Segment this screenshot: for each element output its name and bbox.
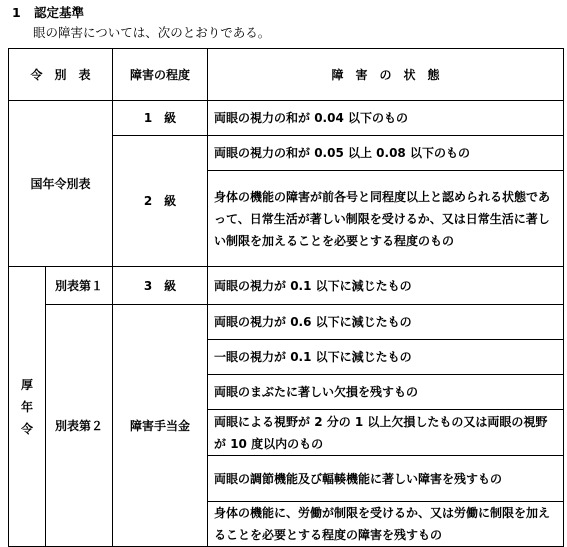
grade-cell: 1 級: [113, 101, 208, 136]
welfare-label: [9, 267, 46, 547]
condition-cell: 身体の機能の障害が前各号と同程度以上と認められる状態であって、日常生活が著しい制限を受けるか、又は日常生活に著しい制限を加えることを必要とする程度のもの: [208, 171, 564, 267]
grade-cell: 2 級: [113, 136, 208, 267]
table-row: [9, 101, 564, 136]
condition-cell: 一眼の視力が 0.1 以下に減じたもの: [208, 340, 564, 375]
table-row: [9, 267, 564, 305]
header-grade: 障害の程度: [113, 49, 208, 101]
header-condition: 障 害 の 状 態: [208, 49, 564, 101]
welfare-label-char: 年: [20, 399, 33, 414]
table1-label: 別表第１: [46, 267, 113, 305]
welfare-label-char: 令: [20, 421, 33, 436]
section-title: 認定基準: [34, 5, 85, 20]
header-category: 令 別 表: [9, 49, 113, 101]
condition-cell: 両眼の視力の和が 0.05 以上 0.08 以下のもの: [208, 136, 564, 171]
section-heading: [12, 3, 84, 21]
welfare-label-char: 厚: [20, 377, 33, 392]
table-row: [9, 305, 564, 340]
header-row: [9, 49, 564, 101]
grade-cell: 障害手当金: [113, 305, 208, 547]
condition-cell: 身体の機能に、労働が制限を受けるか、又は労働に制限を加えることを必要とする程度の障害を残すもの: [208, 502, 564, 547]
criteria-table: [8, 48, 564, 547]
condition-cell: 両眼のまぶたに著しい欠損を残すもの: [208, 375, 564, 410]
condition-cell: 両眼の視力の和が 0.04 以下のもの: [208, 101, 564, 136]
condition-cell: 両眼の調節機能及び輻輳機能に著しい障害を残すもの: [208, 456, 564, 502]
intro-text: 眼の障害については、次のとおりである。: [33, 25, 271, 40]
condition-cell: 両眼の視力が 0.6 以下に減じたもの: [208, 305, 564, 340]
condition-cell: 両眼による視野が 2 分の 1 以上欠損したもの又は両眼の視野が 10 度以内のもの: [208, 410, 564, 456]
national-label: 国年令別表: [9, 101, 113, 267]
table2-label: 別表第２: [46, 305, 113, 547]
condition-cell: 両眼の視力が 0.1 以下に減じたもの: [208, 267, 564, 305]
section-number: 1: [12, 5, 21, 20]
grade-cell: 3 級: [113, 267, 208, 305]
